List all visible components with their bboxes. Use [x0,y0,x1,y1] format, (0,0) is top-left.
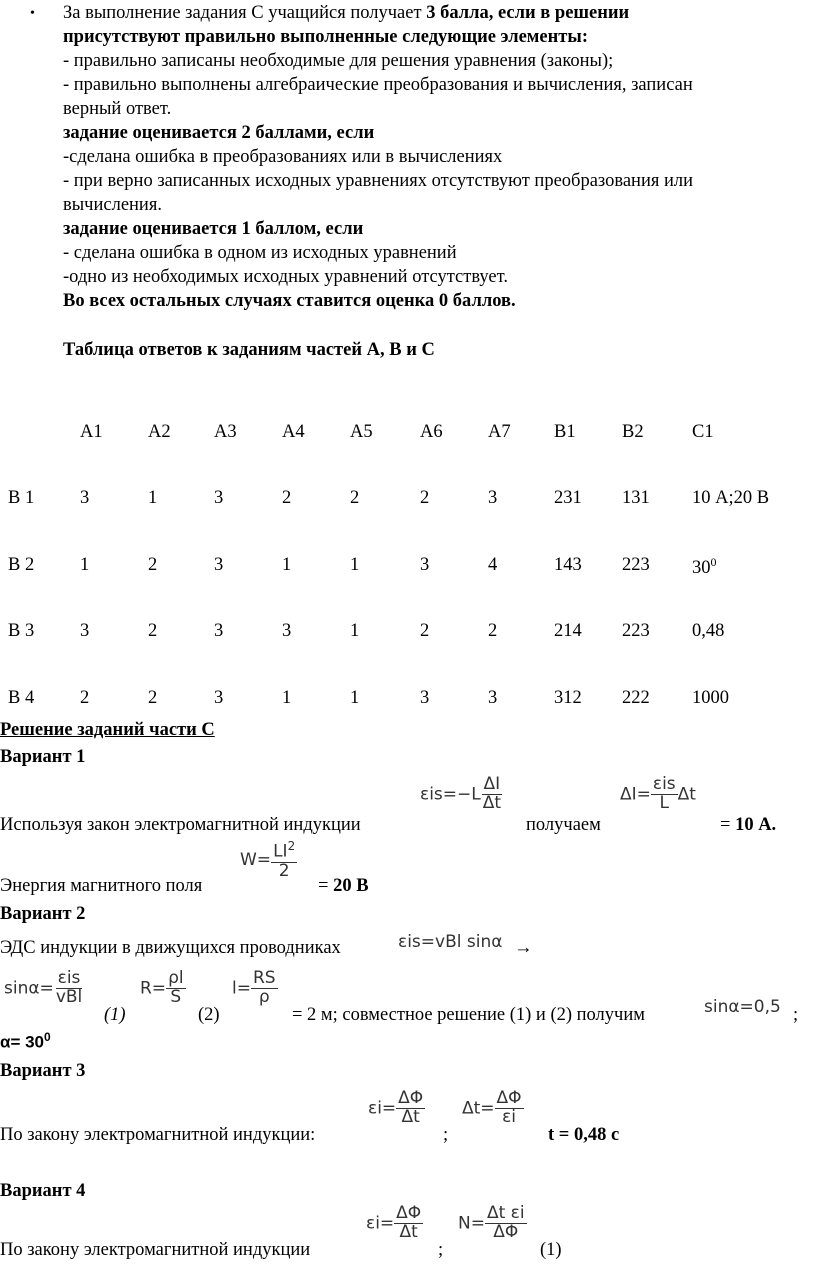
table-cell: 0,48 [692,621,725,641]
criteria-line-6: задание оценивается 2 баллами, если [63,123,375,143]
v3-formula-2: Δt= $\frac{\Delta\Phi}{\varepsilon i}$ [462,1088,522,1127]
table-cell: 1 [350,621,360,641]
table-cell: 30 [692,558,711,579]
table-cell: 3 [420,555,430,575]
criteria-line-12: -одно из необходимых исходных уравнений отсутствует. [63,267,508,287]
v2-formula-1: εis=vBl sinα [398,932,503,952]
v4-eq-label-1: (1) [540,1240,562,1260]
v2-formula-5: sinα=0,5 [704,997,781,1017]
v2-text-1: ЭДС индукции в движущихся проводниках [0,938,341,958]
v3-title: Вариант 3 [0,1061,86,1081]
table-cell: 3 [214,621,224,641]
table-cell: 1 [282,688,292,708]
v4-formula-1: εi= $\frac{\Delta\Phi}{\Delta t}$ [366,1203,422,1242]
v2-formula-3: R= $\frac{\rho l}{S}$ [140,968,184,1007]
table-cell: 231 [554,488,582,508]
table-header-cell: А2 [148,422,171,442]
v1-text-4: Энергия магнитного поля [0,876,203,896]
v1-text-1: Используя закон электромагнитной индукции [0,815,361,835]
v4-text-1: По закону электромагнитной индукции [0,1240,311,1260]
table-cell: 3 [214,688,224,708]
table-cell: 1000 [692,688,729,708]
v2-arrow-icon: → [514,938,533,958]
table-cell: 2 [282,488,292,508]
table-cell: 3 [214,488,224,508]
table-header-cell: В2 [622,422,644,442]
table-cell: 3 [488,688,498,708]
criteria-line-10: задание оценивается 1 баллом, если [63,219,364,239]
table-cell: 2 [350,488,360,508]
table-cell: 3 [214,555,224,575]
v2-title: Вариант 2 [0,904,86,924]
table-cell: 10 А;20 В [692,488,770,508]
table-row-label: В 3 [8,621,35,641]
v2-formula-4: l= $\frac{RS}{\rho}$ [232,968,276,1007]
table-row-label: В 1 [8,488,35,508]
criteria-line-7: -сделана ошибка в преобразованиях или в вычислениях [63,147,503,167]
table-cell: 222 [622,688,650,708]
table-title: Таблица ответов к заданиям частей А, В и С [63,340,435,360]
v2-eq-label-1: (1) [104,1005,126,1025]
table-row-label: В 4 [8,688,35,708]
v2-answer: $\alpha= 30^0$ [0,1030,51,1052]
table-cell: 2 [420,621,430,641]
v1-text-2: получаем [526,815,601,835]
v2-eq-label-2: (2) [198,1005,220,1025]
v1-answer-2: = 20 В [318,876,369,896]
criteria-line-3: - правильно записаны необходимые для решения уравнения (законы); [63,51,614,71]
table-cell: 1 [350,688,360,708]
table-cell: 131 [622,488,650,508]
criteria-line-11: - сделана ошибка в одном из исходных уравнений [63,243,457,263]
table-cell: 2 [80,688,90,708]
table-cell: 223 [622,555,650,575]
bullet-icon: • [30,6,35,21]
v1-title: Вариант 1 [0,747,86,767]
v3-answer: t = 0,48 с [548,1125,620,1145]
table-cell: 223 [622,621,650,641]
v4-title: Вариант 4 [0,1181,86,1201]
v3-text-1: По закону электромагнитной индукции: [0,1125,316,1145]
table-cell: 1 [350,555,360,575]
table-header-cell: А4 [282,422,305,442]
criteria-line-2: присутствуют правильно выполненные следующие элементы: [63,27,588,47]
table-cell: 214 [554,621,582,641]
v3-semicolon: ; [443,1125,449,1145]
table-cell: 2 [148,688,158,708]
table-cell: 1 [80,555,90,575]
table-cell: 3 [80,621,90,641]
v2-text-2: = 2 м; совместное решение (1) и (2) получим [292,1005,645,1025]
v2-formula-2: sinα= $\frac{\text{εis}}{\text{vBl}}$ [4,968,83,1007]
v4-formula-2: N= $\frac{\text{Δt εi}}{\Delta\Phi}$ [458,1203,525,1242]
criteria-line-4: - правильно выполнены алгебраические преобразования и вычисления, записан [63,75,693,95]
table-header-cell: А6 [420,422,443,442]
table-header-cell: А5 [350,422,373,442]
table-cell: 2 [148,555,158,575]
table-cell: 2 [148,621,158,641]
table-cell: 143 [554,555,582,575]
criteria-line-5: верный ответ. [63,99,172,119]
table-header-cell: А7 [488,422,511,442]
table-header-cell: А1 [80,422,103,442]
table-row-label: В 2 [8,555,35,575]
criteria-line-13: Во всех остальных случаях ставится оценка 0 баллов. [63,291,516,311]
table-cell: 3 [420,688,430,708]
table-cell: 1 [282,555,292,575]
v1-formula-2: ΔI= $\frac{\text{εis}}{L}$ Δt [620,774,696,813]
table-header-cell: С1 [692,422,714,442]
table-cell: 3 [282,621,292,641]
v1-answer-1: = 10 А. [720,815,777,835]
criteria-line-8: - при верно записанных исходных уравнениях отсутствуют преобразования или [63,171,694,191]
table-cell: 4 [488,555,498,575]
table-cell-sup: 0 [710,555,717,569]
table-cell: 3 [80,488,90,508]
criteria-line-9: вычисления. [63,195,162,215]
table-header-cell: В1 [554,422,576,442]
table-cell: 2 [420,488,430,508]
table-cell: 3 [488,488,498,508]
v4-semicolon: ; [438,1240,444,1260]
table-header-cell: А3 [214,422,237,442]
v3-formula-1: εi= $\frac{\Delta\Phi}{\Delta t}$ [368,1088,424,1127]
table-cell: 2 [488,621,498,641]
table-cell: 312 [554,688,582,708]
v1-formula-3: W= $\frac{LI^2}{2}$ [240,839,296,881]
v2-semicolon: ; [793,1005,799,1025]
table-cell: 1 [148,488,158,508]
v1-formula-1: εis=−L $\frac{\Delta I}{\Delta t}$ [420,774,502,813]
table-cell-with-sup [692,555,717,579]
solutions-heading: Решение заданий части С [0,720,215,740]
criteria-line-1: За выполнение задания С учащийся получает 3 балла, если в решении [63,3,630,23]
